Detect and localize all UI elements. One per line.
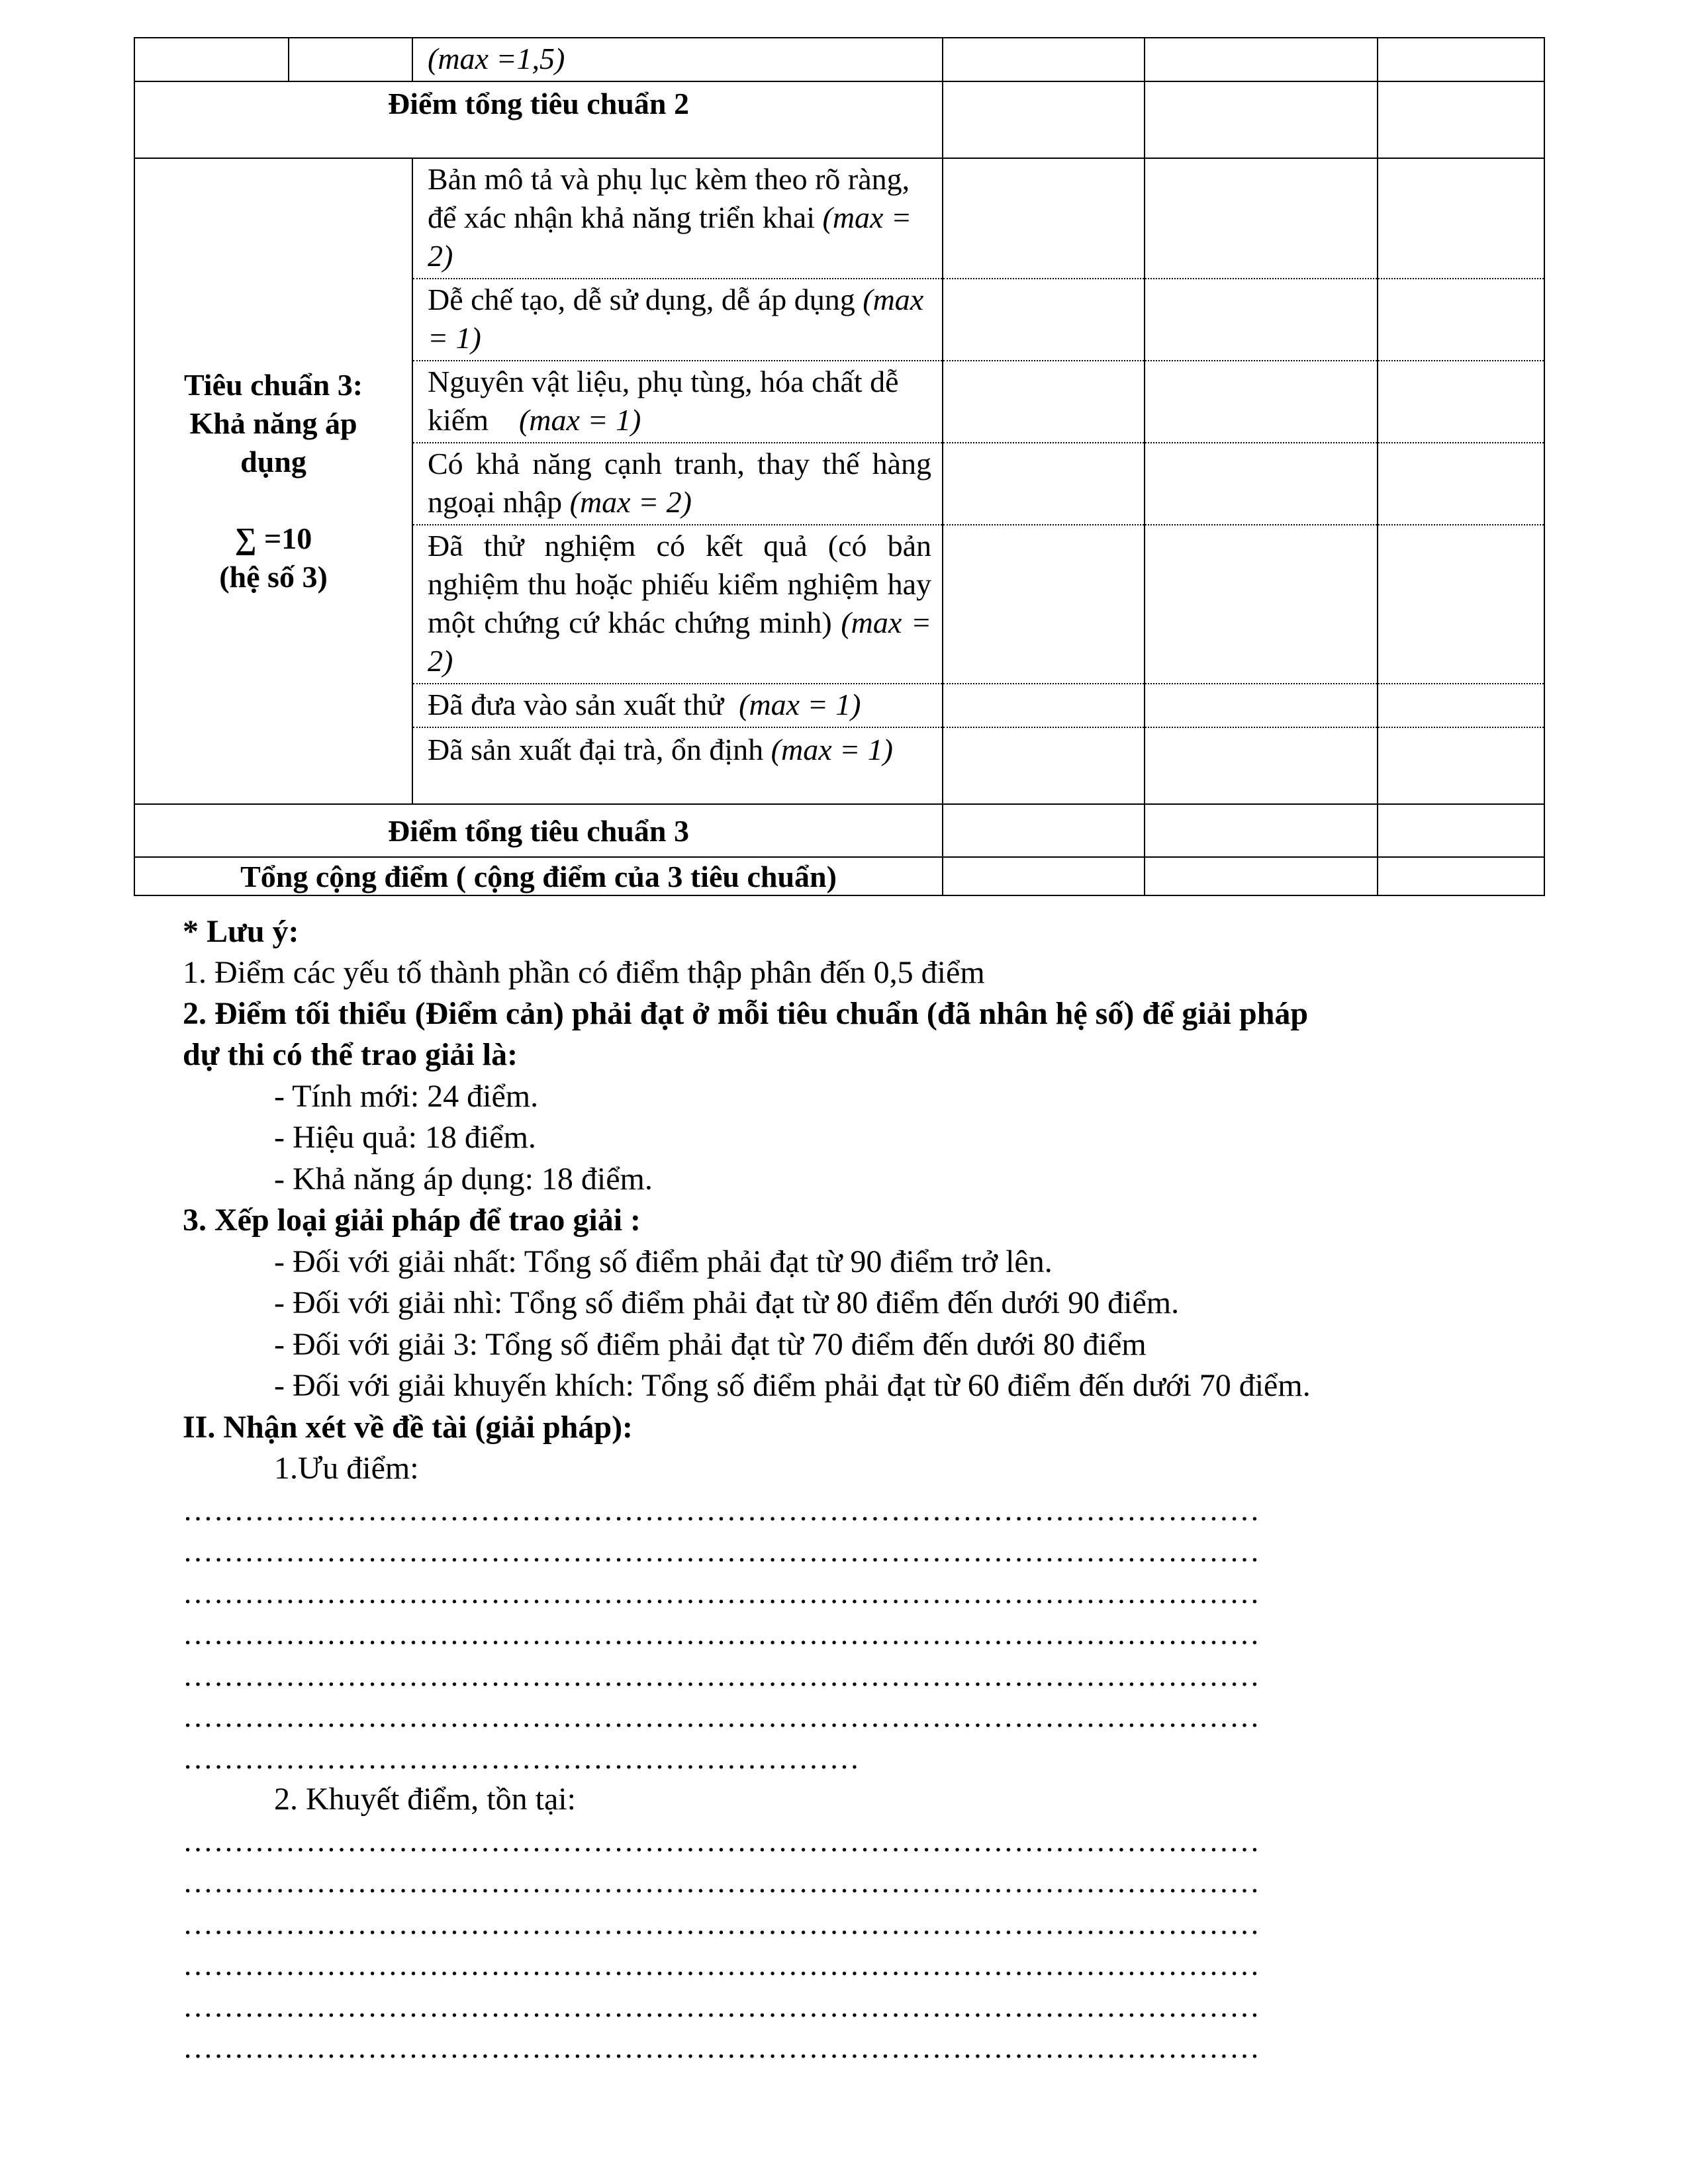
score-cell[interactable]	[943, 158, 1145, 279]
score-cell[interactable]	[1378, 443, 1544, 525]
score-cell[interactable]	[943, 525, 1145, 684]
criterion-max: (max = 1)	[518, 403, 641, 437]
table-row-criterion	[134, 158, 1544, 279]
criterion-text	[412, 684, 943, 727]
table-row-total-2	[134, 81, 1544, 158]
group-subtitle: Khả năng áp	[189, 406, 357, 440]
score-cell[interactable]	[1145, 443, 1378, 525]
score-cell[interactable]	[1145, 81, 1378, 158]
score-table	[134, 37, 1545, 896]
score-cell[interactable]	[943, 684, 1145, 727]
criterion-label: Đã sản xuất đại trà, ổn định	[428, 733, 771, 766]
minimum-item: - Khả năng áp dụng: 18 điểm.	[274, 1161, 653, 1197]
weaknesses-answer-line[interactable]: ……………………………………………………………………………………………	[183, 2030, 1260, 2064]
minimum-item: - Hiệu quả: 18 điểm.	[274, 1120, 536, 1155]
score-cell[interactable]	[1378, 81, 1544, 158]
criterion-3-group-label	[134, 158, 412, 804]
group-title: Tiêu chuẩn 3:	[183, 368, 363, 402]
score-cell[interactable]	[1145, 525, 1378, 684]
table-cell	[134, 38, 289, 81]
criterion-text	[412, 443, 943, 525]
section-2-heading: II. Nhận xét về đề tài (giải pháp):	[183, 1410, 633, 1445]
note-3: 3. Xếp loại giải pháp để trao giải :	[183, 1203, 641, 1238]
weaknesses-answer-line[interactable]: ……………………………………………………………………………………………	[183, 1907, 1260, 1940]
table-row-total-3	[134, 804, 1544, 857]
score-cell[interactable]	[1145, 361, 1378, 443]
score-cell[interactable]	[1378, 727, 1544, 804]
total-criterion-3-label: Điểm tổng tiêu chuẩn 3	[134, 804, 943, 857]
score-cell[interactable]	[1378, 525, 1544, 684]
criterion-text	[412, 361, 943, 443]
score-cell[interactable]	[1378, 158, 1544, 279]
score-cell[interactable]	[943, 361, 1145, 443]
score-cell[interactable]	[1378, 684, 1544, 727]
score-cell[interactable]	[943, 804, 1145, 857]
criterion-label: Có khả năng cạnh tranh, thay thế hàng ngoại nhập	[428, 447, 931, 519]
criterion-max: (max = 2)	[428, 606, 931, 678]
score-cell[interactable]	[943, 727, 1145, 804]
score-cell[interactable]	[1378, 857, 1544, 895]
strengths-answer-line[interactable]: ……………………………………………………………………………………………	[183, 1493, 1260, 1527]
score-cell[interactable]	[1145, 857, 1378, 895]
note-2-text: 2. Điểm tối thiểu (Điểm cản) phải đạt ở mỗi tiêu chuẩn (đã nhân hệ số) để giải pháp	[183, 996, 1309, 1031]
criterion-label: Dễ chế tạo, dễ sử dụng, dễ áp dụng	[428, 283, 863, 316]
strengths-label: 1.Ưu điểm:	[274, 1451, 419, 1486]
score-cell[interactable]	[1378, 804, 1544, 857]
score-cell[interactable]	[1145, 804, 1378, 857]
criterion-label: Đã thử nghiệm có kết quả (có bản nghiệm thu hoặc phiếu kiểm nghiệm hay một chứng cứ khác chứng minh)	[428, 529, 931, 639]
score-cell[interactable]	[943, 38, 1145, 81]
criterion-text	[412, 279, 943, 361]
criterion-text	[412, 158, 943, 279]
criterion-max: (max =1,5)	[412, 38, 943, 81]
criterion-max: (max = 2)	[428, 201, 912, 273]
score-cell[interactable]	[1378, 279, 1544, 361]
rank-item: - Đối với giải 3: Tổng số điểm phải đạt từ 70 điểm đến dưới 80 điểm	[274, 1327, 1147, 1362]
strengths-answer-line[interactable]: ……………………………………………………………………………………………	[183, 1576, 1260, 1610]
strengths-answer-line[interactable]: ……………………………………………………………………………………………	[183, 1700, 1260, 1733]
weaknesses-answer-line[interactable]: ……………………………………………………………………………………………	[183, 1824, 1260, 1858]
weaknesses-label: 2. Khuyết điểm, tồn tại:	[274, 1782, 576, 1817]
group-sum: ∑ =10	[234, 522, 312, 555]
strengths-answer-line[interactable]: ……………………………………………………………………………………………	[183, 1659, 1260, 1692]
weaknesses-answer-line[interactable]: ……………………………………………………………………………………………	[183, 1948, 1260, 1981]
spacer	[135, 481, 412, 520]
rank-item: - Đối với giải nhì: Tổng số điểm phải đạt từ 80 điểm đến dưới 90 điểm.	[274, 1285, 1180, 1320]
weaknesses-answer-line[interactable]: ……………………………………………………………………………………………	[183, 1865, 1260, 1899]
group-coefficient: (hệ số 3)	[219, 560, 328, 594]
rank-item: - Đối với giải nhất: Tổng số điểm phải đạt từ 90 điểm trở lên.	[274, 1244, 1053, 1279]
criterion-text	[412, 525, 943, 684]
strengths-answer-line[interactable]: ……………………………………………………………………………………………	[183, 1534, 1260, 1568]
score-cell[interactable]	[1145, 727, 1378, 804]
minimum-item: - Tính mới: 24 điểm.	[274, 1079, 539, 1114]
notes-heading: * Lưu ý:	[183, 914, 299, 949]
criterion-max: (max = 1)	[771, 733, 893, 766]
score-cell[interactable]	[1145, 279, 1378, 361]
total-criterion-2-label: Điểm tổng tiêu chuẩn 2	[134, 81, 943, 158]
weaknesses-answer-line[interactable]: ……………………………………………………………………………………………	[183, 1989, 1260, 2023]
strengths-answer-line[interactable]: ……………………………………………………………………………………………	[183, 1617, 1260, 1651]
rank-item: - Đối với giải khuyến khích: Tổng số điểm phải đạt từ 60 điểm đến dưới 70 điểm.	[274, 1368, 1311, 1403]
score-cell[interactable]	[1145, 38, 1378, 81]
note-2	[183, 993, 1308, 1034]
score-cell[interactable]	[1378, 38, 1544, 81]
score-cell[interactable]	[1378, 361, 1544, 443]
score-cell[interactable]	[943, 857, 1145, 895]
group-subtitle: dụng	[240, 445, 306, 478]
criterion-max: (max = 1)	[428, 283, 924, 355]
score-cell[interactable]	[943, 443, 1145, 525]
criterion-label: Bản mô tả và phụ lục kèm theo rõ ràng, để xác nhận khả năng triển khai	[428, 162, 910, 234]
score-cell[interactable]	[1145, 684, 1378, 727]
criterion-label: Đã đưa vào sản xuất thử	[428, 688, 739, 721]
criterion-text	[412, 727, 943, 804]
criterion-max: (max = 1)	[739, 688, 861, 721]
score-cell[interactable]	[943, 81, 1145, 158]
note-2-continued: dự thi có thể trao giải là:	[183, 1037, 518, 1072]
criterion-label: Nguyên vật liệu, phụ tùng, hóa chất dễ kiếm	[428, 365, 899, 437]
note-1: 1. Điểm các yếu tố thành phần có điểm thập phân đến 0,5 điểm	[183, 955, 985, 990]
criterion-max: (max = 2)	[569, 485, 692, 519]
strengths-answer-line[interactable]: …………………………………………………………	[183, 1741, 860, 1775]
score-cell[interactable]	[943, 279, 1145, 361]
table-row-prev-criterion	[134, 38, 1544, 81]
grand-total-label: Tổng cộng điểm ( cộng điểm của 3 tiêu chuẩn)	[134, 857, 943, 895]
table-row-grand-total	[134, 857, 1544, 895]
table-cell	[289, 38, 412, 81]
score-cell[interactable]	[1145, 158, 1378, 279]
